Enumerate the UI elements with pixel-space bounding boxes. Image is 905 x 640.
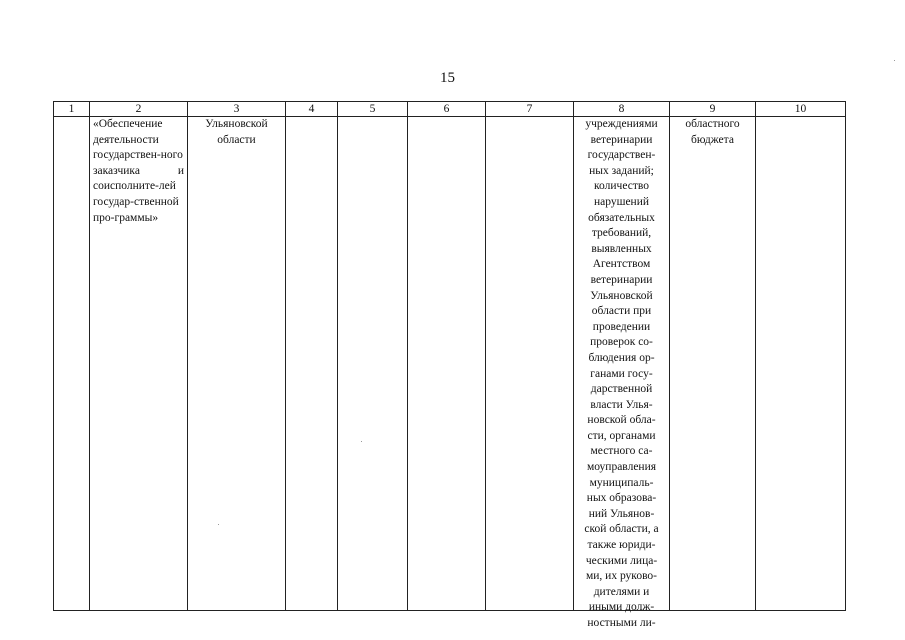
column-header-4: 4: [286, 102, 338, 117]
cell-col2: [90, 117, 188, 611]
scan-speck: [894, 60, 895, 61]
cell-col1: [54, 117, 90, 611]
column-header-2: 2: [90, 102, 188, 117]
cell-col7: [486, 117, 574, 611]
column-header-1: 1: [54, 102, 90, 117]
scan-speck: [218, 524, 219, 525]
column-header-3: 3: [188, 102, 286, 117]
column-header-10: 10: [756, 102, 846, 117]
cell-col3: [188, 117, 286, 611]
column-header-9: 9: [670, 102, 756, 117]
scan-speck: [361, 441, 362, 442]
page-number: 15: [440, 70, 455, 86]
region-text: Ульяновской области: [205, 118, 268, 146]
cell-col6: [408, 117, 486, 611]
program-table: [53, 101, 846, 629]
funding-source-text: областного бюджета: [685, 118, 740, 146]
activity-name: «Обеспечение деятельности государствен-ного заказчика и соисполните-лей государ-ственной про-граммы»: [93, 118, 184, 224]
table-row: [54, 117, 846, 611]
cell-col8: [574, 117, 670, 629]
column-header-7: 7: [486, 102, 574, 117]
cell-col9: [670, 117, 756, 611]
column-header-8: 8: [574, 102, 670, 117]
column-header-5: 5: [338, 102, 408, 117]
indicator-text: учреждениями ветеринарии государствен- ных заданий; количество нарушений обязательных требований, выявленных Агентством ветеринарии Ульяновской области при проведении проверок со- блюдения ор- ганами госу- дарственной власти Улья- новской обла- сти, органами местного са- моуправления муниципаль- ных образова- ний Ульянов- ской области, а также юриди- ческими лица- ми, их руково- дителями и иными долж- ностными ли-: [584, 118, 659, 629]
cell-col4: [286, 117, 338, 611]
cell-col10: [756, 117, 846, 611]
cell-col5: [338, 117, 408, 611]
column-header-6: 6: [408, 102, 486, 117]
header-row: [54, 102, 846, 117]
